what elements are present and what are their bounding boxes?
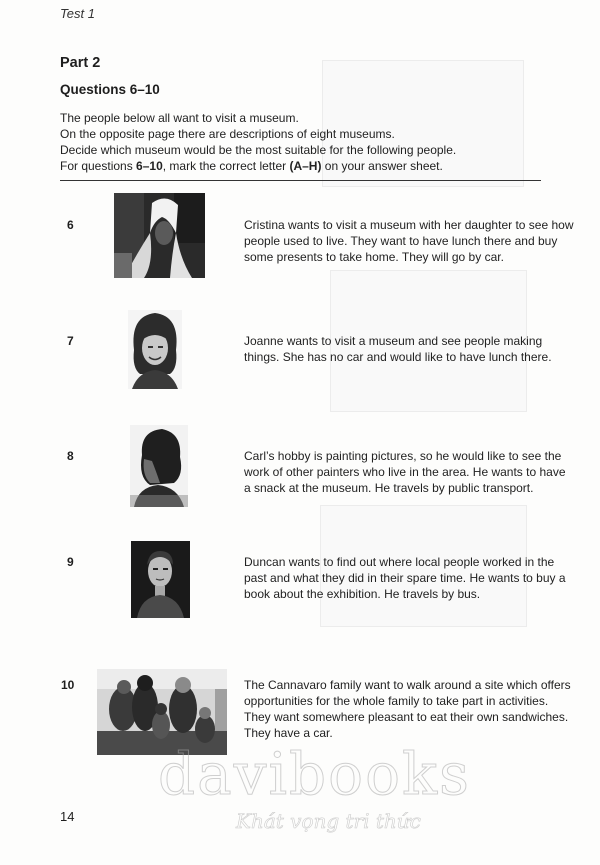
instruction-range: 6–10 <box>136 159 163 173</box>
instruction-text: , mark the correct letter <box>162 159 290 173</box>
question-number: 8 <box>67 449 74 463</box>
instruction-text: For questions <box>60 159 137 173</box>
woman-with-headscarf-photo <box>114 193 205 278</box>
question-text: Carl’s hobby is painting pictures, so he would like to see the work of other painters who live in the area. He wants to have a snack at the museum. He travels by public transport. <box>244 449 566 495</box>
young-man-photo <box>131 541 190 618</box>
part-title: Part 2 <box>60 55 101 71</box>
question-number: 6 <box>67 218 74 232</box>
question-number: 7 <box>67 334 74 348</box>
question-text: Joanne wants to visit a museum and see people making things. She has no car and would like to have lunch there. <box>244 334 552 364</box>
question-text: Cristina wants to visit a museum with her daughter to see how people used to live. They want to have lunch there and buy some presents to take home. They will go by car. <box>244 218 574 264</box>
question-text: The Cannavaro family want to walk around a site which offers opportunities for the whole family to take part in activities. They want somewhere pleasant to eat their own sandwiches. They have a car. <box>244 678 571 740</box>
instruction-text: on your answer sheet. <box>321 159 443 173</box>
page-number: 14 <box>60 809 75 824</box>
watermark-brand: davibooks <box>158 740 471 808</box>
watermark-tagline: Khát vọng tri thức <box>236 809 421 833</box>
instruction-letters: (A–H) <box>289 159 322 173</box>
question-number: 9 <box>67 555 74 569</box>
instruction-line: Decide which museum would be the most suitable for the following people. <box>60 143 457 157</box>
smiling-woman-photo <box>128 310 182 389</box>
section-divider <box>60 180 541 181</box>
instruction-line: On the opposite page there are descriptions of eight museums. <box>60 127 395 141</box>
instruction-line: The people below all want to visit a museum. <box>60 111 299 125</box>
instructions <box>60 110 540 174</box>
instruction-line <box>60 158 540 174</box>
questions-range-heading: Questions 6–10 <box>60 82 160 97</box>
question-text: Duncan wants to find out where local people worked in the past and what they did in their spare time. He wants to buy a book about the exhibition. He travels by bus. <box>244 555 566 601</box>
test-label: Test 1 <box>60 6 95 21</box>
question-number: 10 <box>61 678 75 692</box>
man-profile-photo <box>130 425 188 507</box>
